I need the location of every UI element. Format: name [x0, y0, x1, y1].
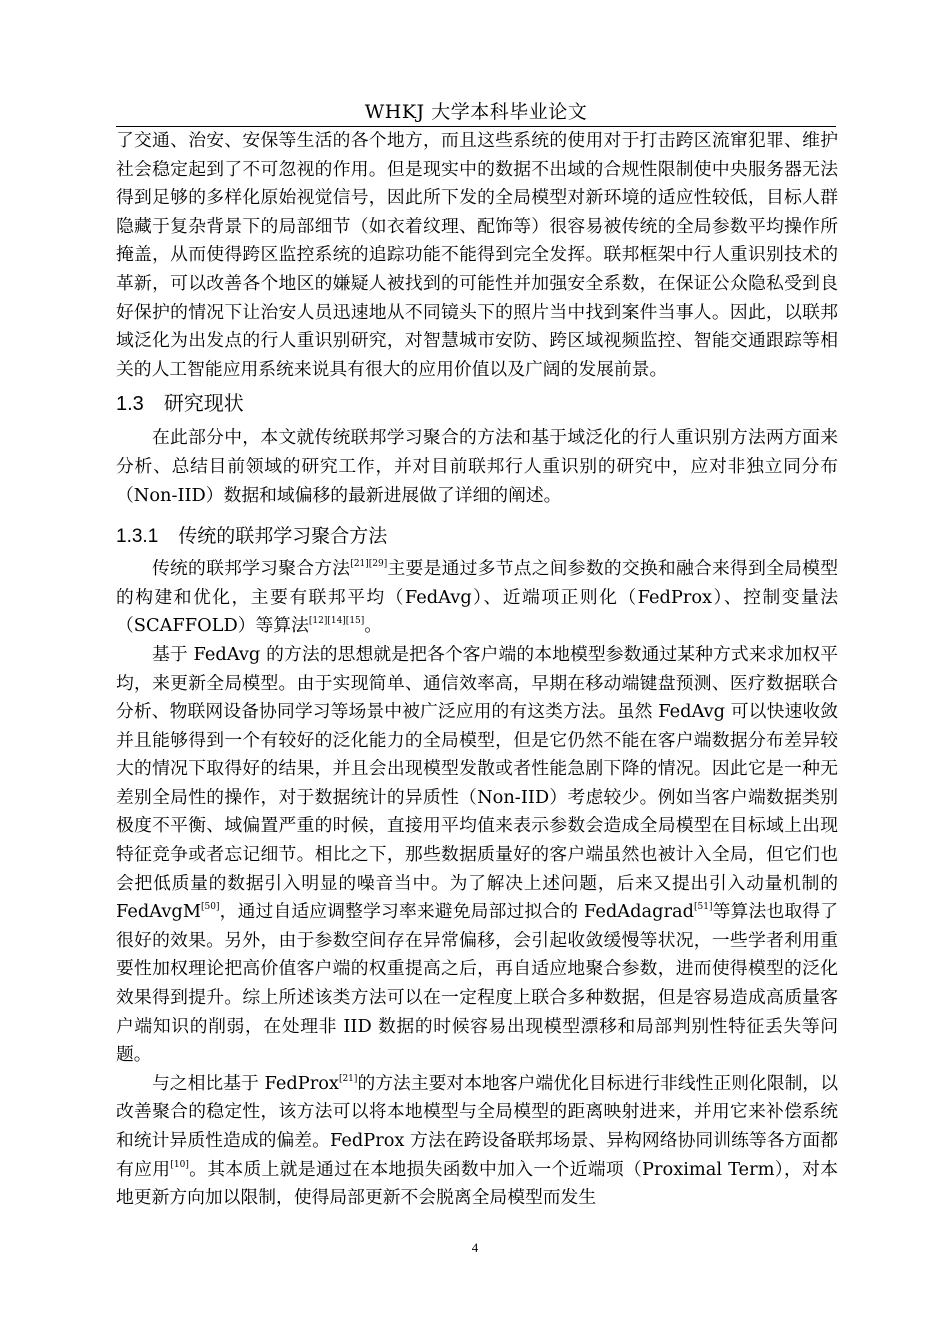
running-header: WHKJ 大学本科毕业论文	[364, 101, 588, 123]
text-run: ，通过自适应调整学习率来避免局部过拟合的 FedAdagrad	[219, 901, 694, 923]
citation: [21]	[338, 1073, 358, 1084]
page-body	[116, 127, 838, 1213]
text-run: 。其本质上就是通过在本地损失函数中加入一个近端项（Proximal Term），对本地更新方向加以限制，使得局部更新不会脱离全局模型而发生	[116, 1158, 838, 1209]
text-run: 。	[364, 615, 383, 637]
citation: [12][14][15]	[308, 616, 365, 627]
text-run: 基于 FedAvg 的方法的思想就是把各个客户端的本地模型参数通过某种方式来求加权平均，来更新全局模型。由于实现简单、通信效率高，早期在移动端键盘预测、医疗数据联合分析、物联网设备协同学习等场景中被广泛应用的有这类方法。虽然 FedAvg 可以快速收敛并且能够得到一个有较好的泛化能力的全局模型，但是它仍然不能在客户端数据分布差异较大的情况下取得好的结果，并且会出现模型发散或者性能急剧下降的情况。因此它是一种无差别全局性的操作，对于数据统计的异质性（Non-IID）考虑较少。例如当客户端数据类别极度不平衡、域偏置严重的时候，直接用平均值来表示参数会造成全局模型在目标域上出现特征竞争或者忘记细节。相比之下，那些数据质量好的客户端虽然也被计入全局，但它们也会把低质量的数据引入明显的噪音当中。为了解决上述问题，后来又提出引入动量机制的 FedAvgM	[116, 643, 838, 923]
text-run: 的方法主要对本地客户端优化目标进行非线性正则化限制，以改善聚合的稳定性，该方法可以将本地模型与全局模型的距离映射进来，并用它来补偿系统和统计异质性造成的偏差。FedProx 方法在跨设备联邦场景、异构网络协同训练等各方面都有应用	[116, 1072, 838, 1180]
citation: [10]	[170, 1159, 189, 1170]
citation: [51]	[694, 902, 713, 913]
citation: [21][29]	[350, 559, 388, 570]
text-run: 传统的联邦学习聚合方法	[152, 558, 351, 580]
section-heading-1-3	[116, 386, 838, 421]
paragraph-continued: 了交通、治安、安保等生活的各个地方，而且这些系统的使用对于打击跨区流窜犯罪、维护社会稳定起到了不可忽视的作用。但是现实中的数据不出域的合规性限制使中央服务器无法得到足够的多样化原始视觉信号，因此所下发的全局模型对新环境的适应性较低，目标人群隐藏于复杂背景下的局部细节（如衣着纹理、配饰等）很容易被传统的全局参数平均操作所掩盖，从而使得跨区监控系统的追踪功能不能得到完全发挥。联邦框架中行人重识别技术的革新，可以改善各个地区的嫌疑人被找到的可能性并加强安全系数，在保证公众隐私受到良好保护的情况下让治安人员迅速地从不同镜头下的照片当中找到案件当事人。因此，以联邦域泛化为出发点的行人重识别研究，对智慧城市安防、跨区域视频监控、智能交通跟踪等相关的人工智能应用系统来说具有很大的应用价值以及广阔的发展前景。	[116, 130, 838, 380]
subsection-number: 1.3.1	[116, 526, 159, 548]
paragraph-fedprox	[116, 1070, 838, 1213]
text-run: 主要是通过多节点之间参数的交换和融合来得到全局模型的构建和优化，主要有联邦平均（FedAvg）、近端项正则化（FedProx）、控制变量法（SCAFFOLD）等算法	[116, 558, 838, 637]
text-run: 与之相比基于 FedProx	[152, 1072, 339, 1094]
section-title: 研究现状	[163, 391, 244, 416]
paragraph-aggregation-intro	[116, 555, 838, 641]
text-run: 等算法也取得了很好的效果。另外，由于参数空间存在异常偏移，会引起收敛缓慢等状况，一些学者利用重要性加权理论把高价值客户端的权重提高之后，再自适应地聚合参数，进而使得模型的泛化效果得到提升。综上所述该类方法可以在一定程度上联合多种数据，但是容易造成高质量客户端知识的削弱，在处理非 IID 数据的时候容易出现模型漂移和局部判别性特征丢失等问题。	[116, 901, 838, 1066]
citation: [50]	[201, 902, 220, 913]
paragraph-fedavg	[116, 641, 838, 1070]
subsection-heading-1-3-1	[116, 519, 838, 554]
subsection-title: 传统的联邦学习聚合方法	[178, 525, 388, 548]
section-number: 1.3	[116, 393, 144, 416]
page-number: 4	[471, 1240, 479, 1255]
paragraph-research-overview: 在此部分中，本文就传统联邦学习聚合的方法和基于域泛化的行人重识别方法两方面来分析、总结目前领域的研究工作，并对目前联邦行人重识别的研究中，应对非独立同分布（Non-IID）数据和域偏移的最新进展做了详细的阐述。	[116, 427, 838, 506]
